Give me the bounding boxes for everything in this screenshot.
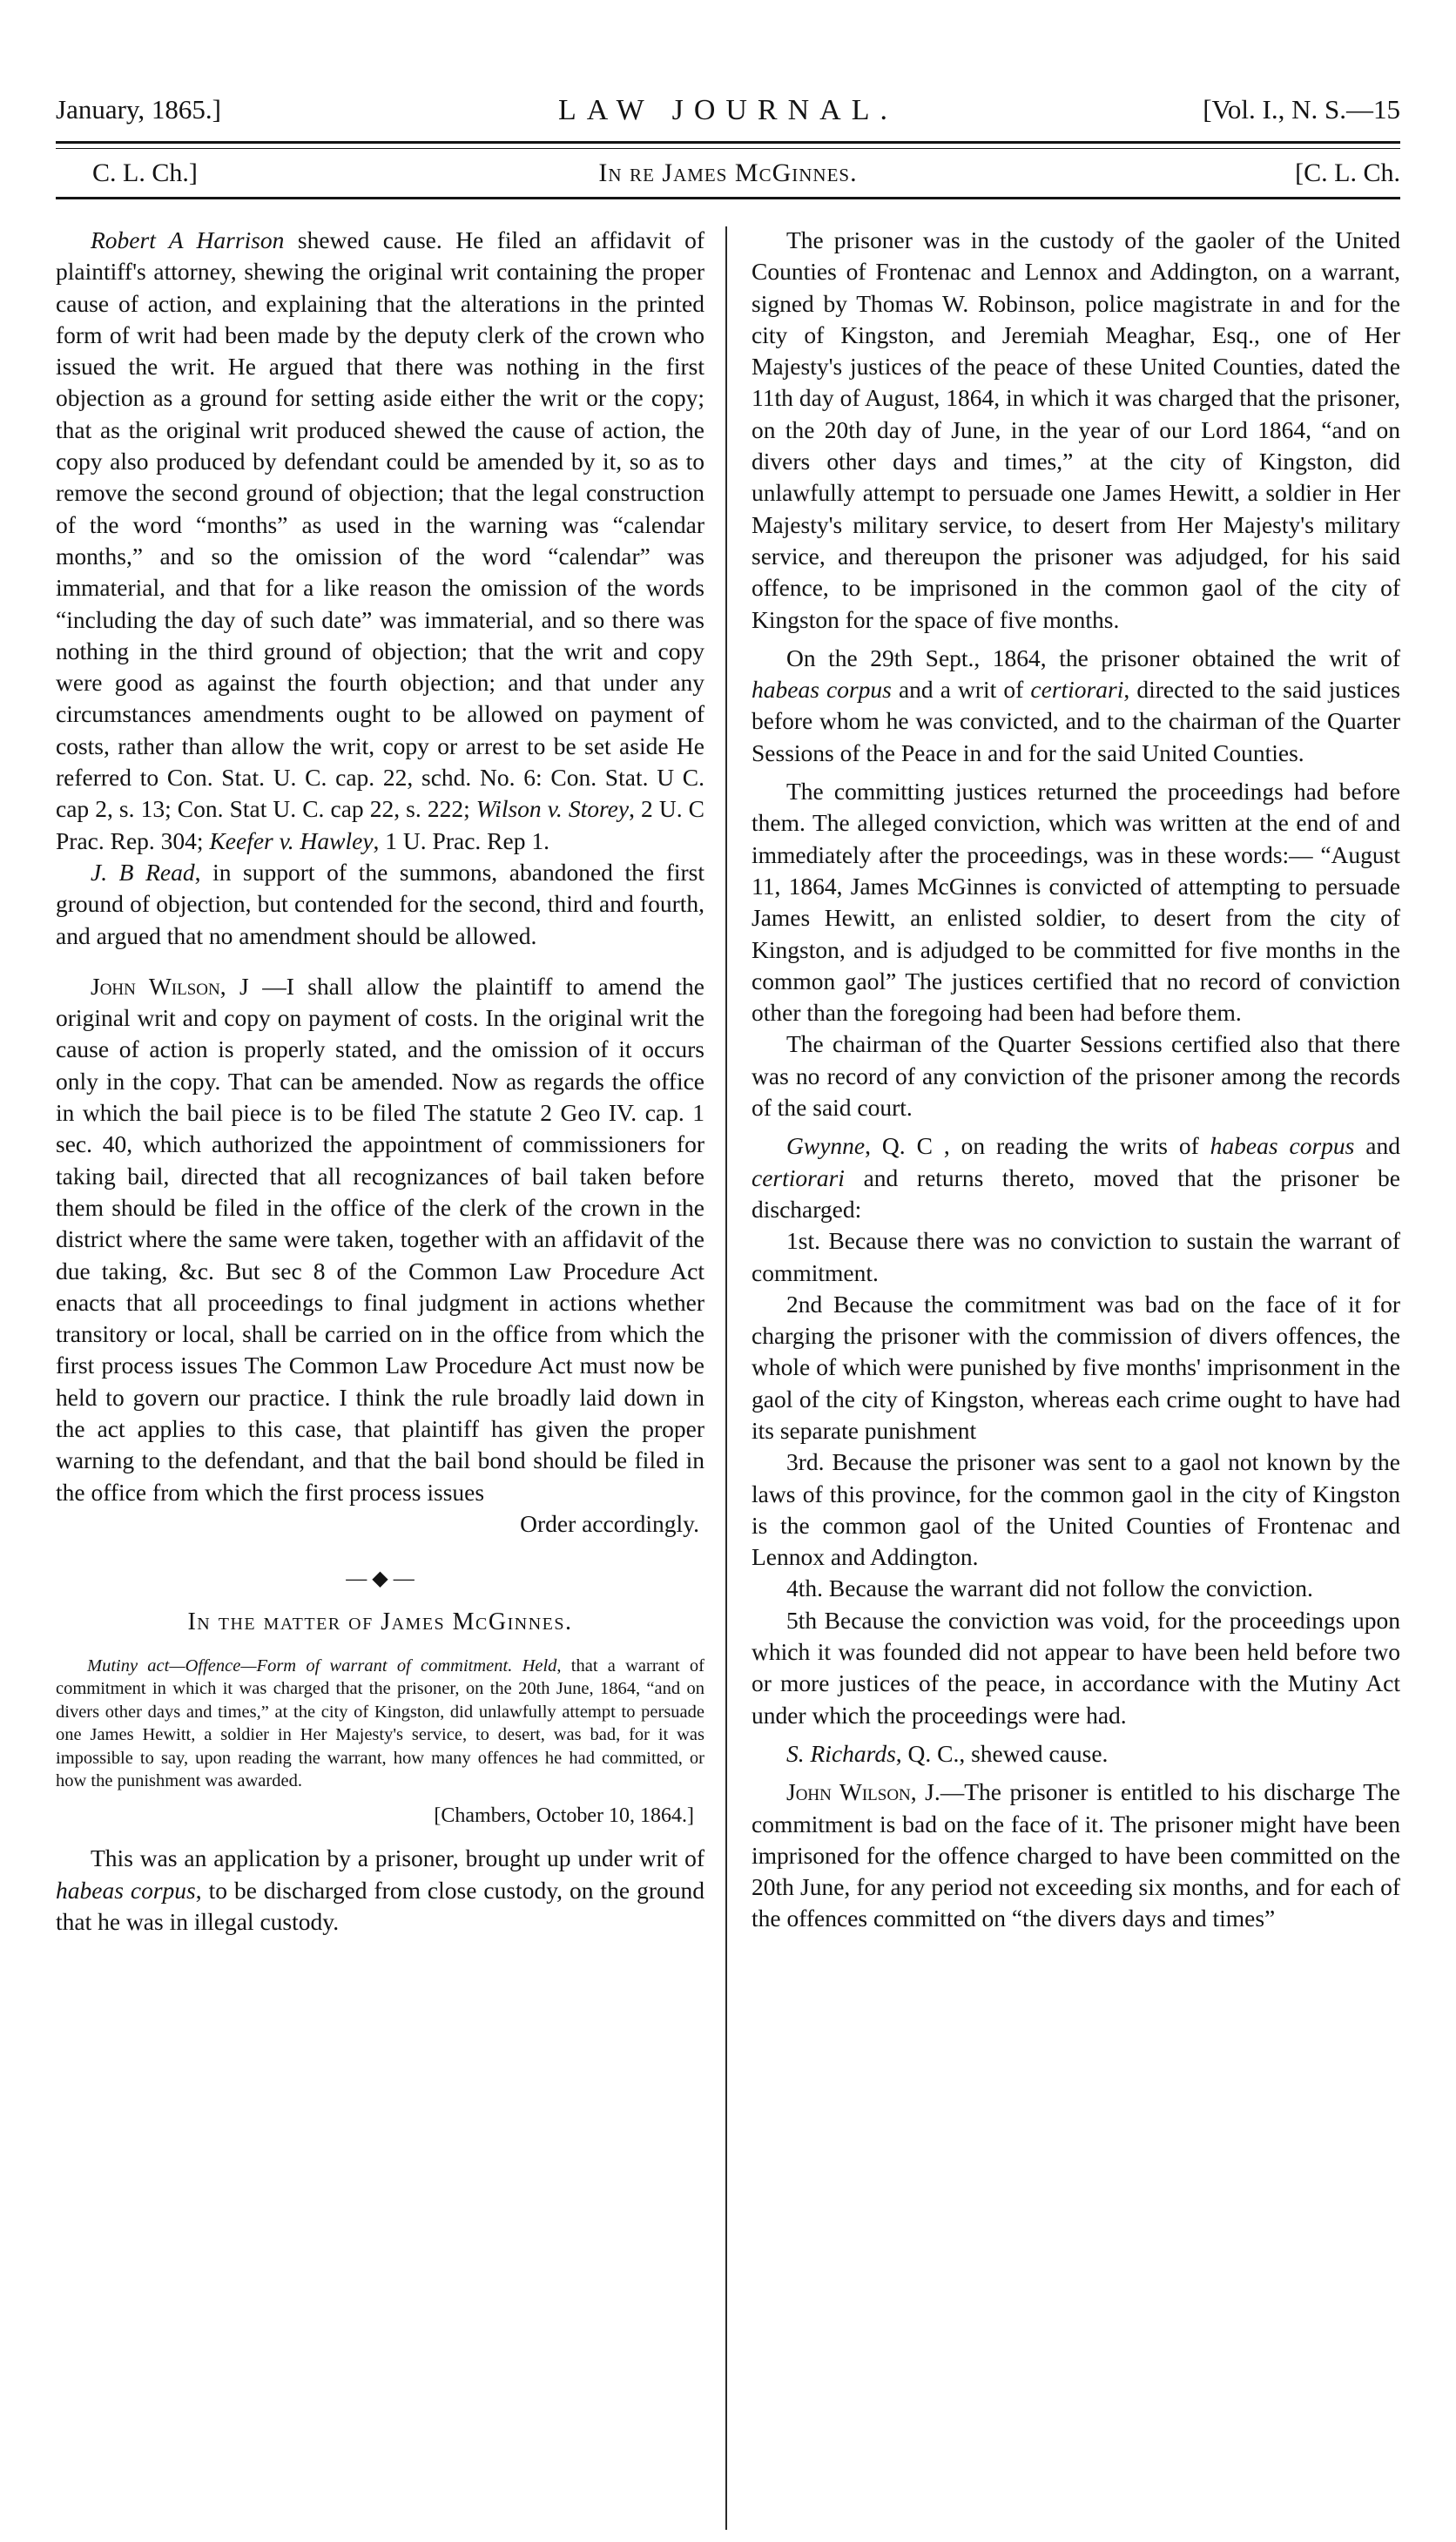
judge-name: John Wilson, J.	[786, 1778, 940, 1806]
ground-3: 3rd. Because the prisoner was sent to a gaol not known by the laws of this province, for the common gaol in the city of Kingston is the common gaol of the United Counties of Frontenac and Lennox and Addington.	[752, 1448, 1400, 1571]
paragraph-return: The committing justices returned the proceedings had before them. The alleged conviction, which was written at the end of and immediately after the proceedings, was in these words:— “August 11, 1864, James McGinnes is convicted of attempting to persuade James Hewitt, an enlisted soldier, to desert from the city of Kingston, and is adjudged to be committed for five months in the common gaol” The justices certified that no record of conviction other than the foregoing had been had before them.	[752, 778, 1400, 1027]
right-column	[752, 225, 1400, 1935]
chambers-date: [Chambers, October 10, 1864.]	[434, 1804, 694, 1828]
header-rule-thin	[56, 148, 1400, 149]
ground-4: 4th. Because the warrant did not follow the conviction.	[786, 1574, 1313, 1602]
ground-5: 5th Because the conviction was void, for the proceedings upon which it was founded did not appear to have been held before two or more justices of the peace, in accordance with the Mutiny Act under which the proceedings were had.	[752, 1606, 1400, 1729]
counsel-name: S. Richards	[786, 1739, 896, 1767]
paragraph-read: J. B Read, in support of the summons, abandoned the first ground of objection, but contended for the second, third and fourth, and argued that no amendment should be allowed.	[56, 858, 704, 949]
header-rule-top	[56, 141, 1400, 144]
headnote-topic: Mutiny act—Offence—Form of warrant of commitment.	[87, 1655, 513, 1676]
section-head	[56, 158, 1400, 193]
case-citation: Wilson v. Storey	[475, 795, 630, 823]
counsel-name: Robert A Harrison	[91, 226, 285, 253]
order-line: Order accordingly.	[520, 1509, 699, 1537]
case-citation: Keefer v. Hawley	[209, 826, 374, 854]
court-label-right: [C. L. Ch.	[1295, 158, 1400, 187]
ground-1: 1st. Because there was no conviction to sustain the warrant of commitment.	[752, 1227, 1400, 1286]
paragraph-judgment-wilson: John Wilson, J.—The prisoner is entitled to his discharge The commitment is bad on the face of it. The prisoner might have been imprisoned for the offence charged to have been committed on the 20th June, for any period not exceeding six months, and for each of the offences committed on “the divers days and times”	[752, 1778, 1400, 1932]
paragraph-richards: S. Richards, Q. C., shewed cause.	[786, 1739, 1109, 1767]
case-running-title: In re James McGinnes.	[598, 158, 858, 187]
counsel-name: J. B Read	[91, 858, 195, 886]
section-ornament: — ◆ —	[346, 1567, 415, 1590]
volume-page: [Vol. I., N. S.—15	[1203, 94, 1400, 125]
headnote: Mutiny act—Offence—Form of warrant of commitment. Held, that a warrant of commitment in which it was charged that the prisoner, on the 20th June, 1864, “and on divers other days and times,” at the city of Kingston, did unlawfully attempt to persuade one James Hewitt, a soldier in Her Majesty's service, to desert, was bad, for it was impossible to say, upon reading the warrant, how many offences he had committed, or how the punishment was awarded.	[56, 1655, 704, 1790]
paragraph-gwynne: Gwynne, Q. C , on reading the writs of habeas corpus and certiorari and returns thereto, moved that the prisoner be discharged:	[752, 1132, 1400, 1223]
paragraph-application: This was an application by a prisoner, brought up under writ of habeas corpus, to be discharged from close custody, on the ground that he was in illegal custody.	[56, 1844, 704, 1935]
paragraph-harrison: Robert A Harrison shewed cause. He filed an affidavit of plaintiff's attorney, shewing the original writ containing the proper cause of action, and explaining that the alterations in the printed form of writ had been made by the deputy clerk of the crown who issued the writ. He argued that there was nothing in the first objection as a ground for setting aside either the writ or the copy; that as the original writ produced shewed the cause of action, the copy also produced by defendant could be amended by it, so as to remove the second ground of objection; that the legal construction of the word “months” as used in the warning was “calendar months,” and so the omission of the word “calendar” was immaterial, and that for a like reason the omission of the words “including the day of such date” was immaterial, and so there was nothing in the third ground of objection; that the writ and copy were good as against the fourth objection; and that under any circumstances amendments ought to be allowed on payment of costs, rather than allow the writ, copy or arrest to be set aside He referred to Con. Stat. U. C. cap. 22, schd. No. 6: Con. Stat. U C. cap 2, s. 13; Con. Stat U. C. cap 22, s. 222; Wilson v. Storey, 2 U. C Prac. Rep. 304; Keefer v. Hawley, 1 U. Prac. Rep 1.	[56, 226, 705, 854]
paragraph-writs: On the 29th Sept., 1864, the prisoner obtained the writ of habeas corpus and a writ of certiorari, directed to the said justices before whom he was convicted, and to the chairman of the Quarter Sessions of the Peace in and for the said United Counties.	[752, 644, 1400, 766]
court-label-left: C. L. Ch.]	[92, 158, 198, 187]
column-divider	[725, 226, 727, 2530]
paragraph-custody: The prisoner was in the custody of the gaoler of the United Counties of Frontenac and Lennox and Addington, on a warrant, signed by Thomas W. Robinson, police magistrate in and for the city of Kingston, and Jeremiah Meaghar, Esq., one of Her Majesty's justices of the peace of these United Counties, dated the 11th day of August, 1864, in which it was charged that the prisoner, on the 20th day of June, in the year of our Lord 1864, “and on divers other days and times,” at the city of Kingston, did unlawfully attempt to persuade one James Hewitt, a soldier in Her Majesty's military service, to desert from Her Majesty's military service, and thereupon the prisoner was adjudged, for his said offence, to be imprisoned in the common gaol of the city of Kingston for the space of five months.	[752, 226, 1400, 633]
judge-name: John Wilson, J	[91, 972, 249, 1000]
header-rule-bottom	[56, 197, 1400, 199]
paragraph-judgment: John Wilson, J —I shall allow the plaintiff to amend the original writ and copy on payment of costs. In the original writ the cause of action is properly stated, and the omission of it occurs only in the copy. That can be amended. Now as regards the office in which the bail piece is to be filed The statute 2 Geo IV. cap. 1 sec. 40, which authorized the appointment of commissioners for taking bail, directed that all recognizances of bail taken before them should be filed in the office of the clerk of the crown in the district where the same were taken, together with an affidavit of the due taking, &c. But sec 8 of the Common Law Procedure Act enacts that all proceedings to final judgment in actions whether transitory or local, shall be carried on in the office from which the first process issues The Common Law Procedure Act must now be held to govern our practice. I think the rule broadly laid down in the act applies to this case, that plaintiff has given the proper warning to the defendant, and that the bail bond should be filed in the office from which the first process issues	[56, 972, 705, 1506]
headnote-held: Held	[522, 1655, 557, 1676]
running-head	[56, 94, 1400, 146]
ground-2: 2nd Because the commitment was bad on the face of it for charging the prisoner with the commission of divers offences, the whole of which were punished by five months' imprisonment in the gaol of the city of Kingston, whereas each crime ought to have had its separate punishment	[752, 1290, 1400, 1444]
paragraph-quarter-sessions: The chairman of the Quarter Sessions certified also that there was no record of any conviction of the prisoner among the records of the said court.	[752, 1030, 1400, 1122]
counsel-name: Gwynne	[786, 1132, 866, 1160]
case-title: In the matter of James McGinnes.	[187, 1608, 573, 1635]
left-column	[56, 225, 704, 1938]
journal-title: LAW JOURNAL.	[558, 94, 898, 126]
issue-date: January, 1865.]	[56, 94, 221, 125]
